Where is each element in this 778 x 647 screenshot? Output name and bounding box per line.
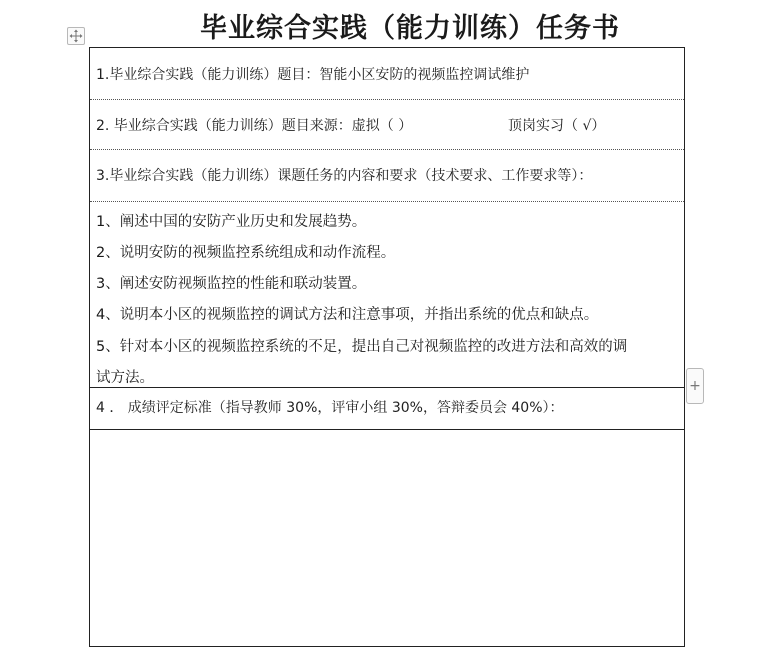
internship-text: 顶岗实习（ √） (508, 118, 606, 134)
topic-row[interactable] (90, 48, 684, 100)
task-item: 1、阐述中国的安防产业历史和发展趋势。 (96, 214, 367, 230)
task-list-row[interactable] (90, 202, 684, 388)
task-item-continuation: 试方法。 (96, 370, 154, 386)
grading-text: 4 ． 成绩评定标准（指导教师 30%，评审小组 30%，答辩委员会 40%）： (96, 400, 564, 416)
add-row-button[interactable] (686, 368, 704, 404)
plus-icon: + (689, 378, 701, 394)
source-row[interactable] (90, 100, 684, 150)
task-item: 4、说明本小区的视频监控的调试方法和注意事项，并指出系统的优点和缺点。 (96, 307, 599, 323)
task-item: 3、阐述安防视频监控的性能和联动装置。 (96, 276, 367, 292)
requirements-heading-row[interactable] (90, 150, 684, 202)
task-table (89, 47, 685, 647)
topic-text: 1.毕业综合实践（能力训练）题目：智能小区安防的视频监控调试维护 (96, 67, 530, 83)
source-text: 2. 毕业综合实践（能力训练）题目来源：虚拟（ ） (96, 118, 413, 134)
task-item: 5、针对本小区的视频监控系统的不足，提出自己对视频监控的改进方法和高效的调 (96, 339, 628, 355)
grading-row[interactable] (90, 388, 684, 430)
requirements-heading: 3.毕业综合实践（能力训练）课题任务的内容和要求（技术要求、工作要求等）： (96, 168, 593, 184)
task-item: 2、说明安防的视频监控系统组成和动作流程。 (96, 245, 396, 261)
document-title: 毕业综合实践（能力训练）任务书 (200, 13, 620, 44)
empty-content-row[interactable] (90, 430, 684, 646)
